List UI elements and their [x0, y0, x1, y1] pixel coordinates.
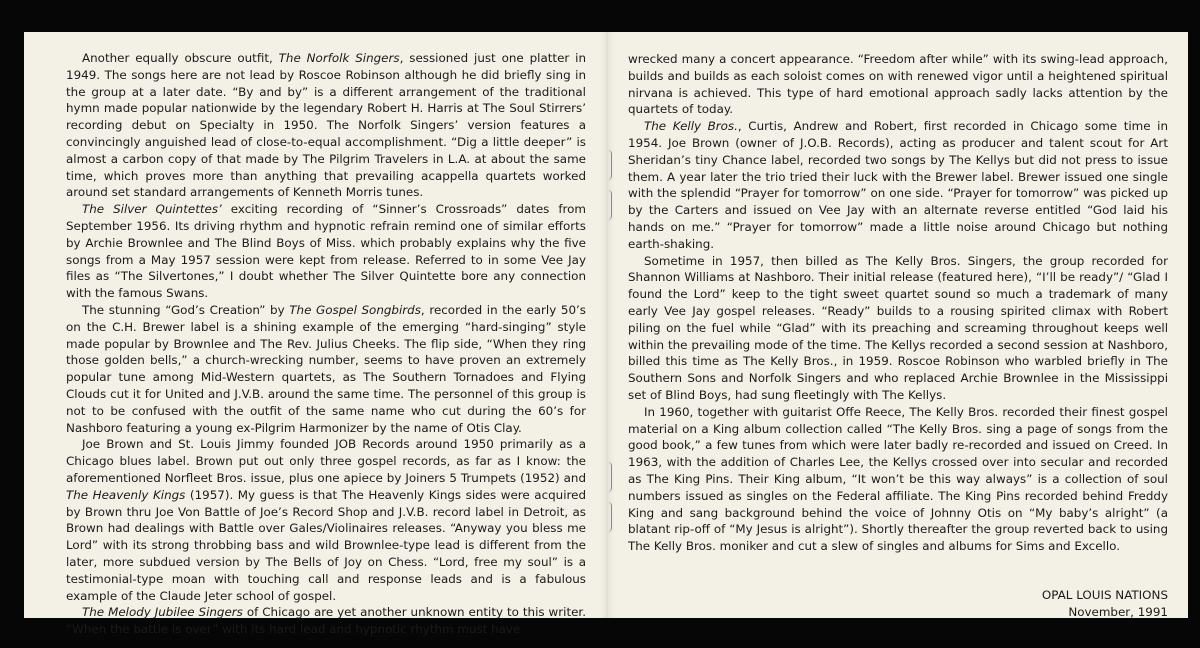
paragraph-silver-quintettes: The Silver Quintettes’ exciting recording of “Sinner’s Crossroads” dates from September 1956. Its driving rhythm and hypnotic refrain remind one of similar efforts by Archie Brownlee and The Blind Boys of Miss. which probably explains why the five songs from a May 1957 session were kept from release. Referred to in some Vee Jay files as “The Silvertones,” I doubt whether The Silver Quintette bore any connection with the famous Swans.	[66, 202, 586, 301]
author-date: November, 1991	[1068, 604, 1168, 619]
booklet-spread	[24, 32, 1188, 637]
paragraph-kelly-bros: The Kelly Bros., Curtis, Andrew and Robert, first recorded in Chicago some time in 1954. Joe Brown (owner of J.O.B. Records), acting as producer and talent scout for Art Sheridan’s tiny Chance label, recorded two songs by The Kellys but did not press to issue them. A year later the trio tried their luck with the Brewer label. Brewer issued one single with the splendid “Prayer for tomorrow” on one side. “Prayer for tomorrow” was picked up by the Carters and issued on Vee Jay with an alternate reverse entitled “God laid his hands on me.” “Prayer for tomorrow” made a little noise around Chicago but nothing earth-shaking.	[628, 119, 1168, 251]
group-name: The Melody Jubilee Singers	[82, 605, 243, 620]
group-name: The Gospel Songbirds	[289, 302, 421, 317]
author-name: OPAL LOUIS NATIONS	[1041, 588, 1168, 602]
left-text-column	[66, 50, 586, 638]
right-text-column	[628, 51, 1168, 555]
paragraph-norfolk-singers: Another equally obscure outfit, The Norfolk Singers, sessioned just one platter in 1949. The songs here are not lead by Roscoe Robinson although he did briefly sing in the group at a later date. “By and by” is a different arrangement of the traditional hymn made popular nationwide by the legendary Robert H. Harris at The Soul Stirrers’ recording debut on Specialty in 1950. The Norfolk Singers’ version features a convincingly anguished lead of close-to-equal accomplishment. “Dig a little deeper” is almost a carbon copy of that made by The Pilgrim Travelers in L.A. at about the same time, which proves more than anything that prevailing acappella quartets worked around set standard arrangements of Kenneth Morris tunes.	[66, 51, 586, 200]
paragraph-melody-jubilee: The Melody Jubilee Singers of Chicago are yet another unknown entity to this writer. “When the battle is over” with its hard lead and hypnotic rhythm must have	[66, 605, 587, 637]
paragraph-gospel-songbirds: The stunning “God’s Creation” by The Gospel Songbirds, recorded in the early 50’s on the C.H. Brewer label is a shining example of the emerging “hard-singing” style made popular by Brownlee and The Rev. Julius Cheeks. The flip side, “When they ring those golden bells,” a church-wrecking number, seems to have proven an extremely popular tune among Mid-Western quartets, as The Southern Tornadoes and Flying Clouds cut it for United and J.V.B. around the same time. The personnel of this group is not to be confused with the outfit of the same name who cut during the 60’s for Nashboro featuring a young ex-Pilgrim Harmonizer by the name of Otis Clay.	[66, 302, 586, 435]
group-name: The Heavenly Kings	[66, 487, 186, 502]
paragraph-nashboro: Sometime in 1957, then billed as The Kelly Bros. Singers, the group recorded for Shannon Williams at Nashboro. Their initial release (featured here), “I’ll be ready”/ “Glad I found the Lord” keep to the tight sweet quartet sound so much a trademark of many early Vee Jay gospel releases. “Ready” builds to a rousing spirited climax with Robert piling on the fuel while “Glad” with its preaching and screaming throughout keeps well within the prevailing mode of the time. The Kellys recorded a second session at Nashboro, billed this time as The Kelly Bros., in 1959. Roscoe Robinson who warbled briefly in The Southern Sons and Norfolk Singers and who replaced Archie Brownlee in the Mississippi set of Blind Boys, had sung fleetingly with The Kellys.	[628, 253, 1168, 402]
group-name: The Kelly Bros.	[644, 119, 738, 134]
group-name: The Norfolk Singers	[278, 51, 400, 65]
right-page	[608, 32, 1188, 618]
paragraph-heavenly-kings: Joe Brown and St. Louis Jimmy founded JOB Records around 1950 primarily as a Chicago blues label. Brown put out only three gospel records, as far as I know: the aforementioned Norfleet Bros. issue, plus one apiece by Joiners 5 Trumpets (1952) and The Heavenly Kings (1957). My guess is that The Heavenly Kings sides were acquired by Brown thru Joe Von Battle of Joe’s Record Shop and J.V.B. record label in Detroit, as Brown had dealings with Battle over Gales/Violinaires releases. “Anyway you bless me Lord” with its strong throbbing bass and wild Brownlee-type lead is different from the later, more subdued version by The Bells of Joy on Chess. “Lord, free my soul” is a testimonial-type moan with touching call and response leads and is a fabulous example of the Claude Jeter school of gospel.	[66, 437, 586, 603]
group-name: The Silver Quintettes’	[82, 202, 222, 217]
paragraph-king-pins: In 1960, together with guitarist Offe Reece, The Kelly Bros. recorded their finest gospel material on a King album collection called “The Kelly Bros. sing a page of songs from the good book,” a few tunes from which were later badly re-recorded and issued on Creed. In 1963, with the addition of Charles Lee, the Kellys crossed over into secular and recorded as The King Pins. Their King album, “It won’t be this way always” is a collection of soul numbers issued as singles on the Federal affiliate. The King Pins recorded behind Freddy King and sang background behind the voice of Johnny Otis on “My baby’s alright” (a blatant rip-off of “My Jesus is alright”). Shortly thereafter the group reverted back to using The Kelly Bros. moniker and cut a slew of singles and albums for Sims and Excello.	[628, 404, 1168, 554]
left-page	[24, 32, 608, 637]
author-signature	[1042, 587, 1168, 621]
paragraph-continuation: wrecked many a concert appearance. “Freedom after while” with its swing-lead approach, builds and builds as each soloist comes on with renewed vigor until a heightened spiritual nirvana is achieved. This type of hard emotional approach sadly lacks attention by the quartets of today.	[628, 52, 1168, 117]
